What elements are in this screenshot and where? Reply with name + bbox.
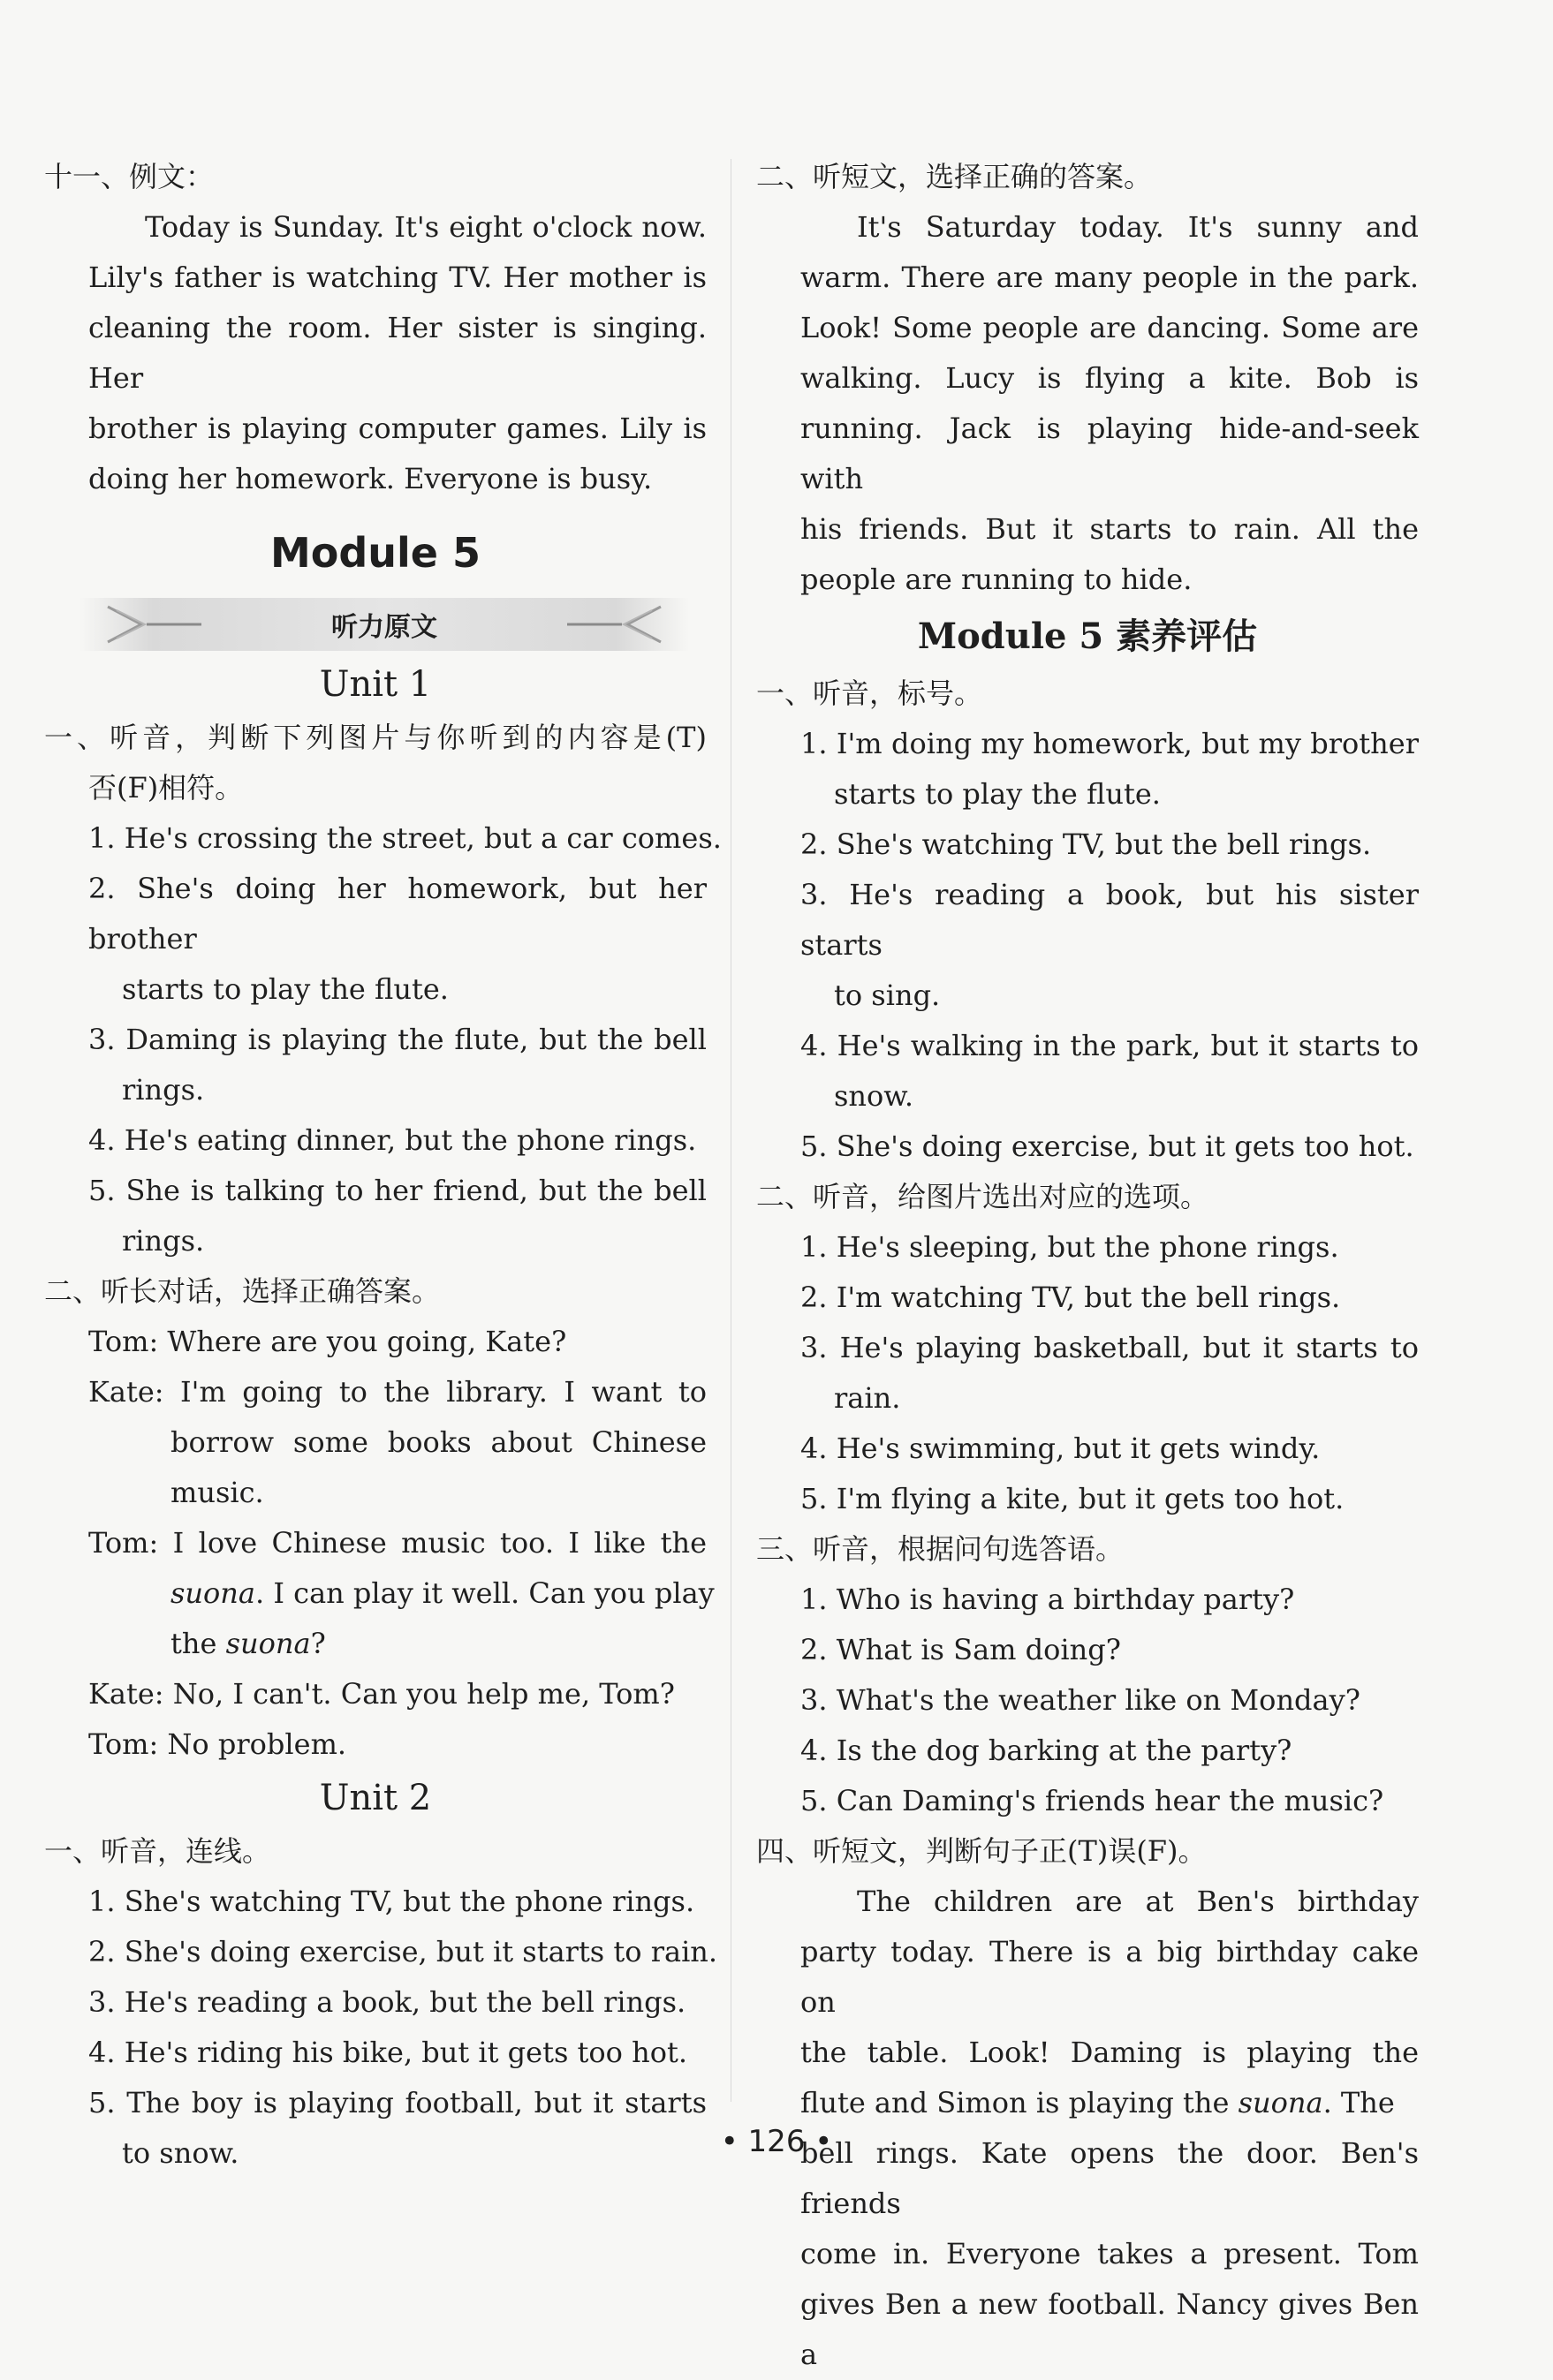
list-item: 2. She's watching TV, but the bell rings.	[800, 827, 1372, 861]
passage-line: come in. Everyone takes a present. Tom	[800, 2237, 1419, 2270]
unit-2-title: Unit 2	[319, 1778, 432, 1818]
dialog-line: Kate: No, I can't. Can you help me, Tom?	[88, 1677, 675, 1711]
list-item: 3. He's playing basketball, but it starts to	[800, 1331, 1419, 1364]
passage-line: The children are at Ben's birthday	[857, 1885, 1419, 1918]
list-item: rings.	[122, 1073, 205, 1107]
unit-1-title: Unit 1	[319, 664, 432, 705]
dialog-text: the	[170, 1627, 226, 1660]
section-heading: 四、听短文，判断句子正(T)误(F)。	[756, 1834, 1207, 1868]
list-item: 1. Who is having a birthday party?	[800, 1583, 1295, 1616]
italic-word: suona	[170, 1576, 255, 1610]
evaluation-title: Module 5 素养评估	[917, 616, 1258, 657]
passage-line: warm. There are many people in the park.	[800, 261, 1419, 294]
list-item: 1. He's sleeping, but the phone rings.	[800, 1230, 1339, 1264]
list-item: 2. She's doing exercise, but it starts to rain.	[88, 1935, 718, 1968]
passage-line: gives Ben a new football. Nancy gives Ben a	[800, 2287, 1419, 2371]
passage-line: party today. There is a big birthday cake on	[800, 1935, 1419, 2019]
passage-line: bell rings. Kate opens the door. Ben's friends	[800, 2136, 1419, 2220]
list-item: 5. The boy is playing football, but it starts	[88, 2086, 707, 2119]
passage-line: running. Jack is playing hide-and-seek with	[800, 412, 1419, 495]
dialog-line	[44, 1568, 715, 1619]
section-heading: 一、听音，标号。	[756, 676, 983, 710]
passage-line: his friends. But it starts to rain. All the	[800, 512, 1419, 546]
list-item: 4. He's riding his bike, but it gets too hot.	[88, 2036, 688, 2069]
list-item: 2. What is Sam doing?	[800, 1633, 1121, 1666]
dialog-line: Kate: I'm going to the library. I want to	[88, 1375, 707, 1409]
passage-text: . The	[1322, 2086, 1395, 2119]
banner-title: 听力原文	[331, 612, 437, 643]
dialog-text: ?	[310, 1627, 326, 1660]
dialog-line: Tom: Where are you going, Kate?	[88, 1325, 567, 1358]
list-item: 3. What's the weather like on Monday?	[800, 1683, 1360, 1717]
list-item: 5. Can Daming's friends hear the music?	[800, 1784, 1384, 1817]
passage-line: walking. Lucy is flying a kite. Bob is	[800, 361, 1419, 395]
section-heading: 二、听短文，选择正确的答案。	[756, 160, 1153, 193]
italic-word: suona	[225, 1627, 311, 1660]
passage-line: Look! Some people are dancing. Some are	[800, 311, 1419, 344]
passage-line	[756, 2078, 1419, 2128]
passage-line: It's Saturday today. It's sunny and	[857, 210, 1419, 244]
list-item: 5. I'm flying a kite, but it gets too hot.	[800, 1482, 1345, 1515]
banner-right-arrow-icon	[565, 605, 663, 644]
page-number: • 126 •	[720, 2124, 833, 2159]
passage-line: people are running to hide.	[800, 563, 1193, 596]
dialog-text: . I can play it well. Can you play	[254, 1576, 715, 1610]
list-item: 3. Daming is playing the flute, but the bell	[88, 1023, 707, 1056]
essay-line: Today is Sunday. It's eight o'clock now.	[145, 210, 707, 244]
list-item: snow.	[834, 1079, 914, 1113]
list-item: 5. She's doing exercise, but it gets too hot.	[800, 1130, 1414, 1163]
essay-paragraph	[44, 202, 707, 504]
section-banner	[80, 598, 689, 651]
essay-heading: 十一、例文：	[44, 160, 215, 193]
right-column	[756, 152, 1419, 2380]
module-title: Module 5	[269, 529, 481, 577]
list-item: 3. He's reading a book, but his sister starts	[800, 878, 1419, 962]
list-item: 4. Is the dog barking at the party?	[800, 1734, 1292, 1767]
dialog-line	[44, 1619, 707, 1669]
list-item: 2. She's doing her homework, but her brother	[88, 872, 707, 956]
dialog-line: borrow some books about Chinese	[170, 1425, 707, 1459]
list-item: 4. He's walking in the park, but it starts to	[800, 1029, 1419, 1062]
section-heading: 否(F)相符。	[88, 771, 244, 805]
list-item: 4. He's swimming, but it gets windy.	[800, 1432, 1321, 1465]
essay-line: doing her homework. Everyone is busy.	[88, 462, 653, 495]
italic-word: suona	[1238, 2086, 1323, 2119]
left-column	[44, 152, 722, 2179]
list-item: to snow.	[122, 2136, 239, 2170]
section-heading: 二、听长对话，选择正确答案。	[44, 1274, 441, 1308]
section-heading: 一、听音，连线。	[44, 1834, 271, 1868]
list-item: starts to play the flute.	[122, 972, 449, 1006]
list-item: 4. He's eating dinner, but the phone rings.	[88, 1123, 697, 1157]
list-item: 3. He's reading a book, but the bell rings.	[88, 1985, 686, 2019]
section-heading: 一、听音，判断下列图片与你听到的内容是(T)	[44, 721, 707, 754]
section-heading: 二、听音，给图片选出对应的选项。	[756, 1180, 1209, 1213]
passage-line: the table. Look! Daming is playing the	[800, 2036, 1419, 2069]
list-item: 1. I'm doing my homework, but my brother	[800, 727, 1419, 760]
essay-line: brother is playing computer games. Lily is	[88, 412, 707, 445]
list-item: 2. I'm watching TV, but the bell rings.	[800, 1281, 1341, 1314]
list-item: 1. He's crossing the street, but a car comes.	[88, 821, 722, 855]
list-item: 5. She is talking to her friend, but the bell	[88, 1174, 707, 1207]
list-item: starts to play the flute.	[834, 777, 1161, 811]
list-item: rings.	[122, 1224, 205, 1258]
dialog-line: Tom: I love Chinese music too. I like the	[88, 1526, 707, 1560]
dialog-line: Tom: No problem.	[88, 1727, 347, 1761]
list-item: rain.	[834, 1381, 901, 1415]
list-item: 1. She's watching TV, but the phone rings.	[88, 1885, 695, 1918]
essay-line: cleaning the room. Her sister is singing. Her	[88, 311, 707, 395]
banner-left-arrow-icon	[106, 605, 203, 644]
section-heading: 三、听音，根据问句选答语。	[756, 1532, 1125, 1566]
essay-line: Lily's father is watching TV. Her mother is	[88, 261, 707, 294]
dialog-line: music.	[170, 1476, 264, 1509]
list-item: to sing.	[834, 978, 941, 1012]
passage-text: flute and Simon is playing the	[800, 2086, 1239, 2119]
